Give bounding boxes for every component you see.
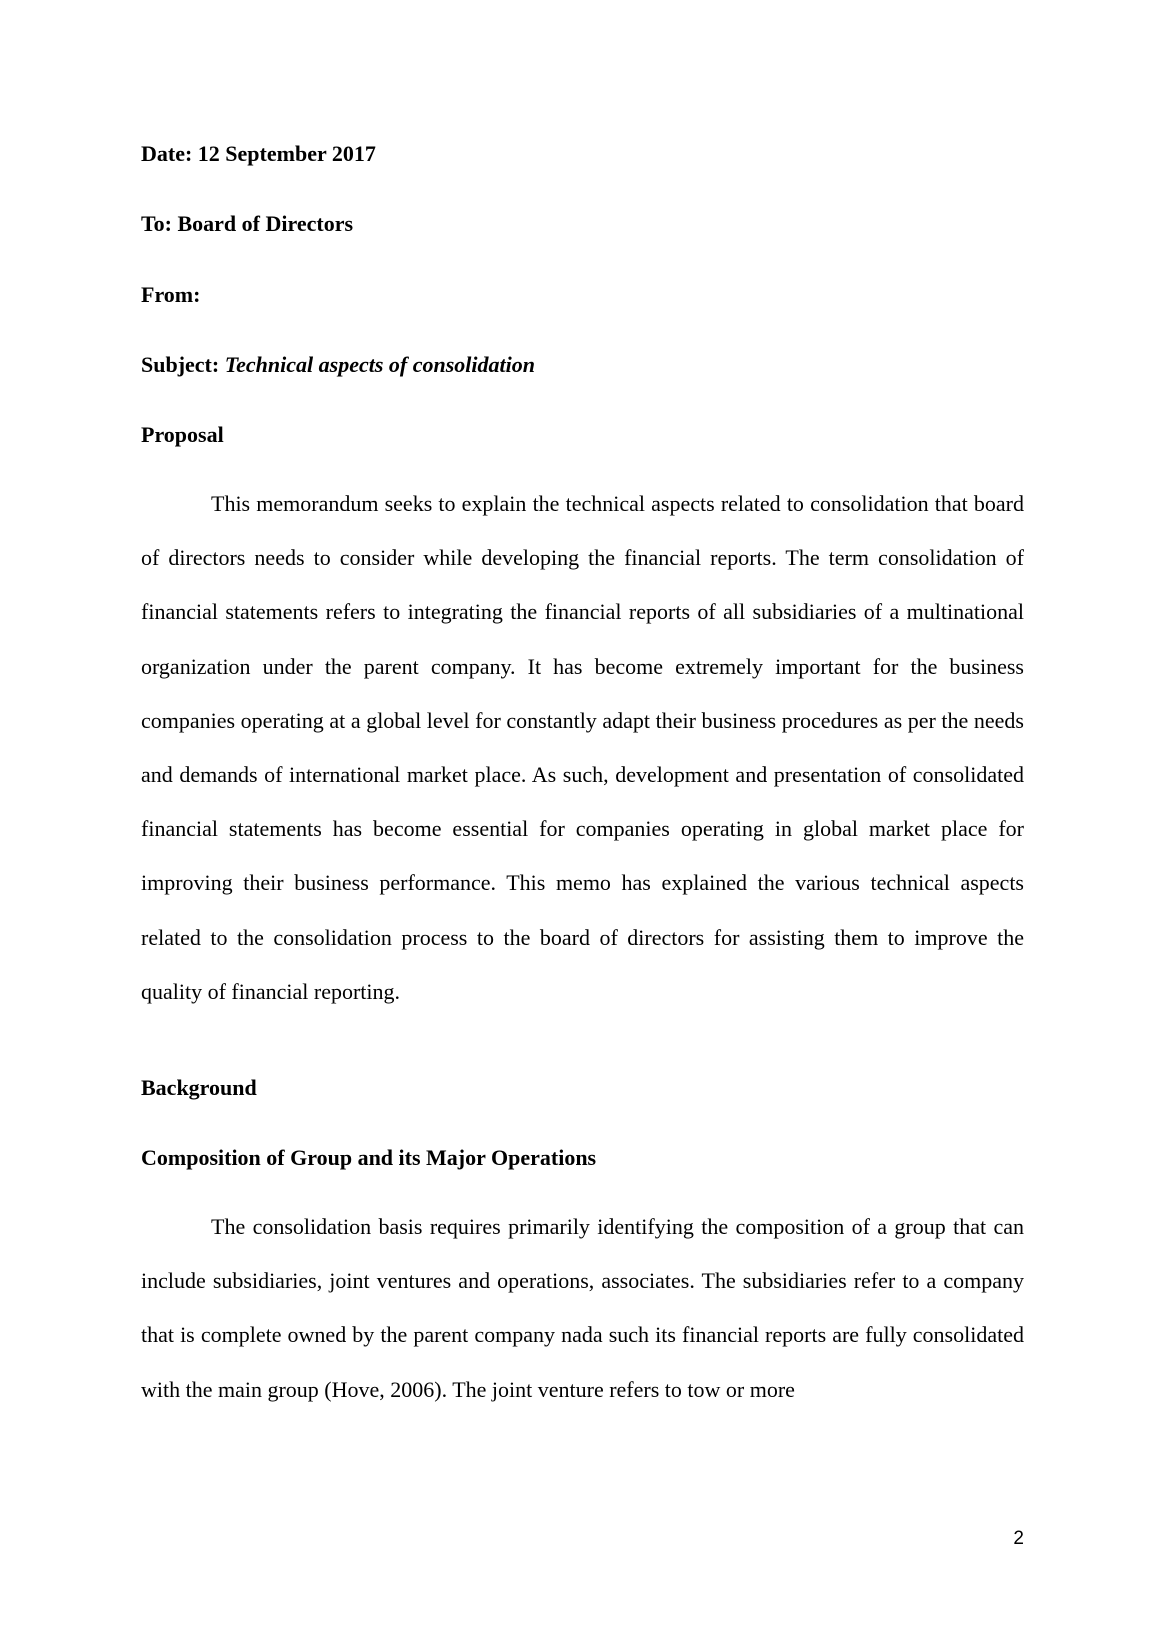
proposal-paragraph: This memorandum seeks to explain the technical aspects related to consolidation that board of directors needs to consider while developing the financial reports. The term consolidation of financial statements refers to integrating the financial reports of all subsidiaries of a multinational organization under the parent company. It has become extremely important for the business companies operating at a global level for constantly adapt their business procedures as per the needs and demands of international market place. As such, development and presentation of consolidated financial statements has become essential for companies operating in global market place for improving their business performance. This memo has explained the various technical aspects related to the consolidation process to the board of directors for assisting them to improve the quality of financial reporting. (141, 491, 1024, 1004)
memo-from: From: (141, 282, 201, 307)
page-number: 2 (1013, 1528, 1024, 1549)
composition-paragraph: The consolidation basis requires primarily identifying the composition of a group that can include subsidiaries, joint ventures and operations, associates. The subsidiaries refer to a company that is complete owned by the parent company nada such its financial reports are fully consolidated with the main group (Hove, 2006). The joint venture refers to tow or more (141, 1214, 1024, 1402)
background-heading: Background (141, 1075, 257, 1100)
memo-subject-label: Subject: (141, 352, 220, 377)
memo-date: Date: 12 September 2017 (141, 141, 376, 166)
memo-subject-text: Technical aspects of consolidation (224, 352, 535, 377)
composition-heading: Composition of Group and its Major Operations (141, 1145, 597, 1170)
memo-subject (141, 350, 535, 380)
document-page (141, 0, 1024, 1638)
proposal-heading: Proposal (141, 422, 224, 447)
memo-to: To: Board of Directors (141, 211, 354, 236)
